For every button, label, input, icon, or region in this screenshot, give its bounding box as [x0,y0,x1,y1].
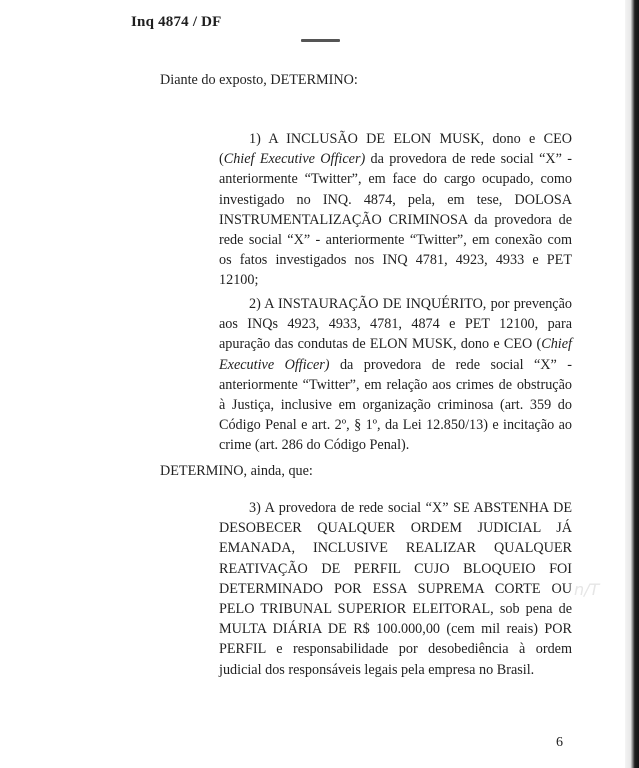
item-1-italic: Chief Executive Officer) [223,151,366,168]
item-2-text: 2) A INSTAURAÇÃO DE INQUÉRITO, por prevenção aos INQs 4923, 4933, 4781, 4874 e PET 12100, para apuração das condutas de ELON MUSK, dono e CEO ( [219,296,572,353]
page-edge-shadow [625,0,639,768]
determino-ainda-paragraph: DETERMINO, ainda, que: [160,463,313,479]
case-header: Inq 4874 / DF [131,14,222,30]
item-1-paragraph [219,129,572,291]
item-3-paragraph: 3) A provedora de rede social “X” SE ABSTENHA DE DESOBECER QUALQUER ORDEM JUDICIAL JÁ EMANADA, INCLUSIVE REALIZAR QUALQUER REATIVAÇÃO DE PERFIL CUJO BLOQUEIO FOI DETERMINADO POR ESSA SUPREMA CORTE OU PELO TRIBUNAL SUPERIOR ELEITORAL, sob pena de MULTA DIÁRIA DE R$ 100.000,00 (cem mil reais) POR PERFIL e responsabilidade por desobediência à ordem judicial dos responsáveis legais pela empresa no Brasil. [219,500,572,678]
item-1-text-cont: da provedora de rede social “X” - anteriormente “Twitter”, em face do cargo ocupado, como investigado no INQ. 4874, pela, em tese, DOLOSA INSTRUMENTALIZAÇÃO CRIMINOSA da provedora de rede social “X” - anteriormente “Twitter”, em conexão com os fatos investigados nos INQ 4781, 4923, 4933 e PET 12100; [219,151,572,289]
header-separator [301,39,340,42]
page-number: 6 [556,735,563,750]
item-1-text: 1) A INCLUSÃO DE ELON MUSK, dono e CEO ( [219,131,572,168]
watermark: n/T [574,580,600,599]
intro-paragraph: Diante do exposto, DETERMINO: [160,72,358,88]
item-2-paragraph [219,294,572,456]
item-2-text-cont: da provedora de rede social “X” - anteriormente “Twitter”, em relação aos crimes de obstrução à Justiça, inclusive em organização criminosa (art. 359 do Código Penal e art. 2º, § 1º, da Lei 12.850/13) e incitação ao crime (art. 286 do Código Penal). [219,356,572,454]
item-2-italic: Chief Executive Officer) [219,336,572,373]
